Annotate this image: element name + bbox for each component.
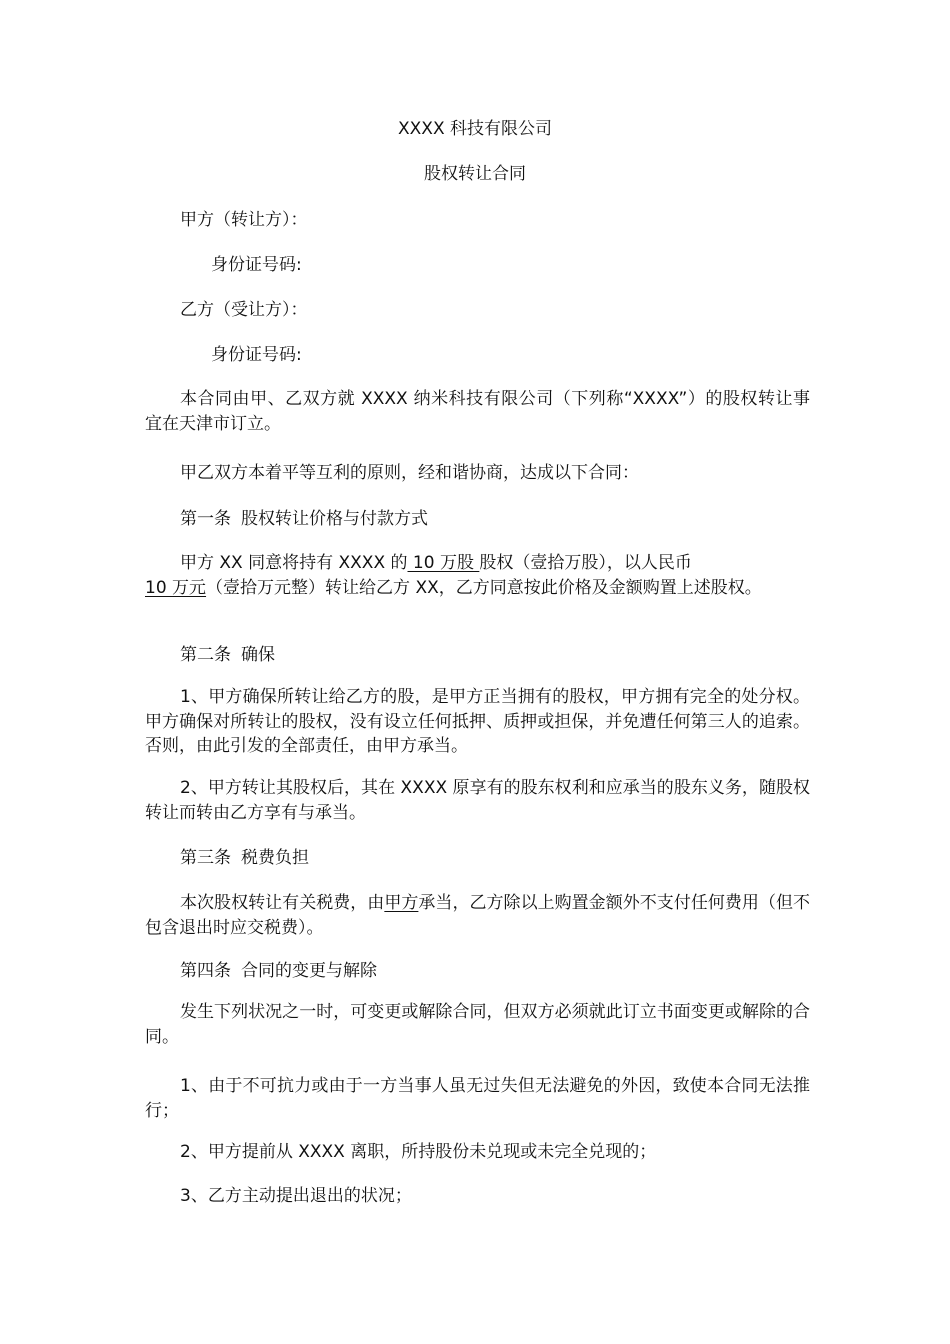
article-3-name: 税费负担 [241, 848, 309, 868]
price-amount: 10 万元 [145, 577, 207, 598]
intro-paragraph-2: 甲乙双方本着平等互利的原则，经和谐协商，达成以下合同： [180, 463, 639, 483]
article-1-paragraph [145, 551, 810, 600]
article-4-heading [180, 959, 377, 983]
article-1-text-b: 股权（壹拾万股），以人民币 [479, 553, 692, 573]
article-4-name: 合同的变更与解除 [241, 961, 377, 981]
share-amount: 10 万股 [407, 553, 480, 573]
party-a-label: 甲方（转让方）： [180, 210, 308, 230]
article-2-heading [180, 643, 275, 667]
article-4-paragraph: 发生下列状况之一时，可变更或解除合同，但双方必须就此订立书面变更或解除的合同。 [145, 1002, 810, 1047]
article-3-paragraph [145, 891, 810, 940]
article-2-clause-2: 2、甲方转让其股权后，其在 XXXX 原享有的股东权利和应承当的股东义务，随股权转让而转由乙方享有与承当。 [145, 778, 810, 823]
article-4-item-1: 1、由于不可抗力或由于一方当事人虽无过失但无法避免的外因，致使本合同无法推行； [145, 1076, 810, 1121]
company-name: XXXX 科技有限公司 [398, 119, 552, 139]
article-3-heading [180, 846, 309, 870]
tax-bearer: 甲方 [384, 893, 419, 913]
article-1-heading [180, 507, 428, 531]
party-a-id-label: 身份证号码: [211, 255, 302, 275]
article-2-name: 确保 [241, 645, 275, 665]
article-4-item-3: 3、乙方主动提出退出的状况； [180, 1186, 412, 1206]
article-3-text-a: 本次股权转让有关税费，由 [180, 893, 385, 913]
party-b-id-label: 身份证号码: [211, 345, 302, 365]
article-1-text-c: （壹拾万元整）转让给乙方 XX，乙方同意按此价格及金额购置上述股权。 [206, 577, 762, 598]
document-title: 股权转让合同 [424, 164, 526, 184]
article-1-number: 第一条 [180, 509, 231, 529]
party-b-label: 乙方（受让方）： [180, 300, 308, 320]
article-2-number: 第二条 [180, 645, 231, 665]
article-1-name: 股权转让价格与付款方式 [241, 509, 428, 529]
intro-paragraph: 本合同由甲、乙双方就 XXXX 纳米科技有限公司（下列称“XXXX”）的股权转让事宜在天津市订立。 [145, 389, 810, 434]
article-1-text-a: 甲方 XX 同意将持有 XXXX 的 [180, 553, 408, 573]
article-3-text-b: 承当，乙方除以上购置金额外不支付任何费用（但不包含退出时应交税费）。 [145, 893, 811, 938]
article-4-number: 第四条 [180, 961, 231, 981]
article-2-clause-1: 1、甲方确保所转让给乙方的股，是甲方正当拥有的股权，甲方拥有完全的处分权。甲方确保对所转让的股权，没有设立任何抵押、质押或担保，并免遭任何第三人的追索。否则，由此引发的全部责任，由甲方承当。 [145, 687, 810, 756]
article-3-number: 第三条 [180, 848, 231, 868]
article-4-item-2: 2、甲方提前从 XXXX 离职，所持股份未兑现或未完全兑现的； [180, 1142, 657, 1162]
